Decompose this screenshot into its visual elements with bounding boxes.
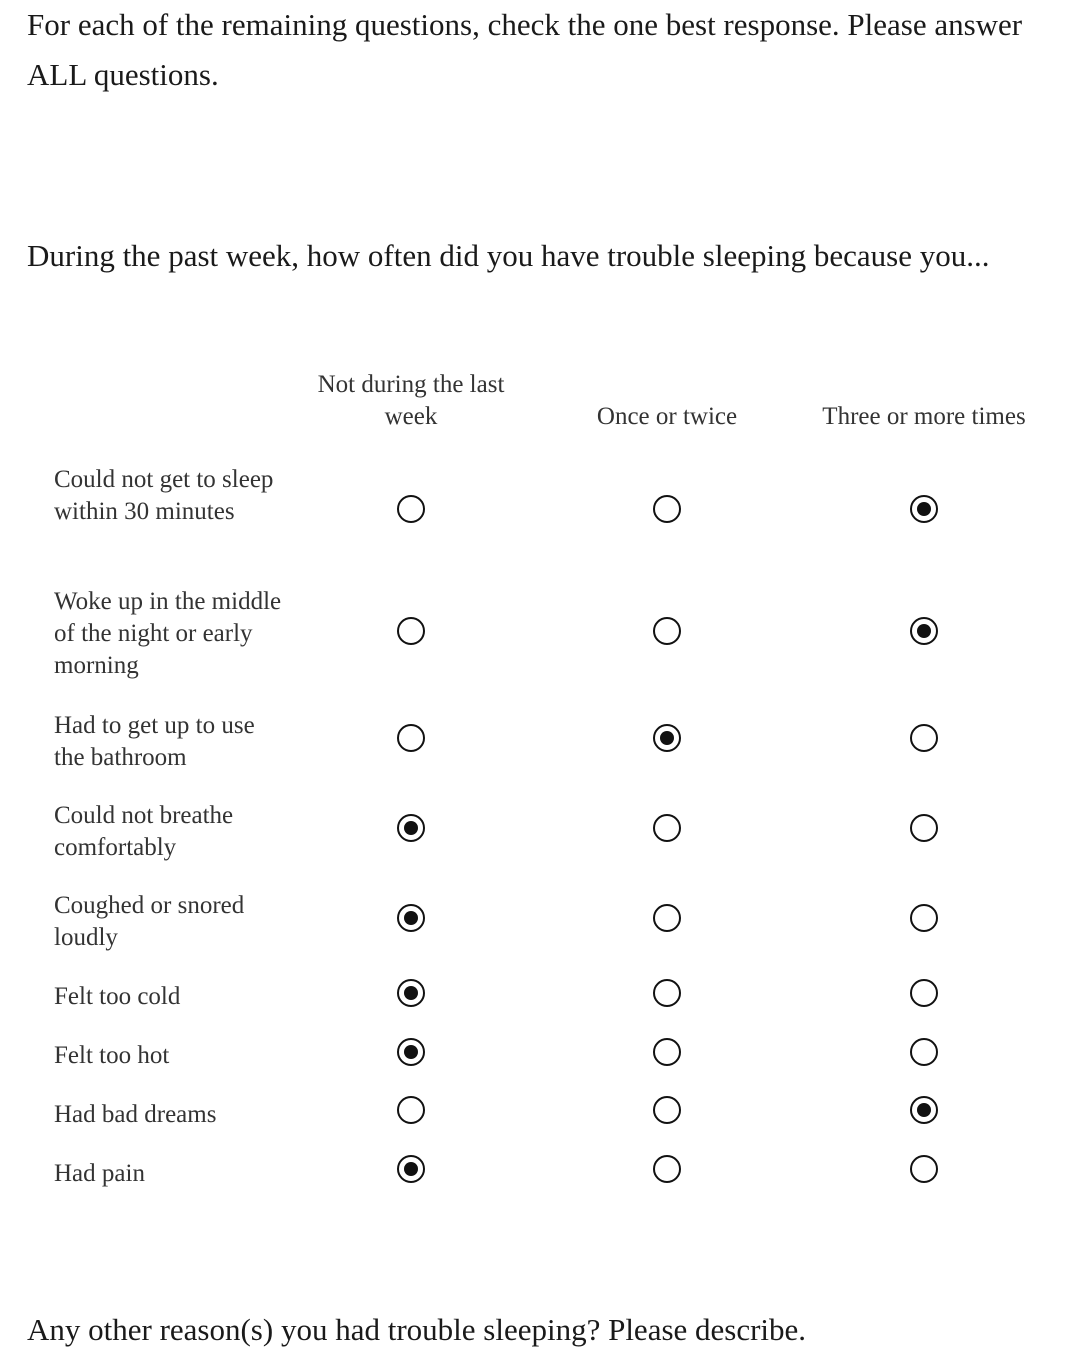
- radio-button[interactable]: [397, 1096, 425, 1124]
- question-row-label: Could not get to sleep within 30 minutes: [54, 466, 274, 525]
- radio-button[interactable]: [653, 1155, 681, 1183]
- question-row-label: Woke up in the middle of the night or early morning: [54, 588, 282, 679]
- radio-button[interactable]: [653, 904, 681, 932]
- radio-button[interactable]: [397, 617, 425, 645]
- question-row-label: Coughed or snored loudly: [54, 892, 245, 951]
- radio-button[interactable]: [653, 1096, 681, 1124]
- radio-button-selected[interactable]: [397, 979, 425, 1007]
- radio-button-selected[interactable]: [397, 1155, 425, 1183]
- radio-button[interactable]: [397, 724, 425, 752]
- question-text: During the past week, how often did you have trouble sleeping because you...: [27, 238, 990, 273]
- radio-button[interactable]: [910, 904, 938, 932]
- radio-button[interactable]: [653, 814, 681, 842]
- question-row-label: Felt too cold: [54, 983, 181, 1010]
- radio-button[interactable]: [910, 814, 938, 842]
- radio-button[interactable]: [653, 617, 681, 645]
- question-row-label: Felt too hot: [54, 1042, 170, 1069]
- radio-button[interactable]: [653, 495, 681, 523]
- radio-button-selected[interactable]: [910, 495, 938, 523]
- question-row-label: Could not breathe comfortably: [54, 802, 234, 861]
- radio-button[interactable]: [910, 1155, 938, 1183]
- question-row-label: Had to get up to use the bathroom: [54, 712, 255, 771]
- other-reasons-prompt: Any other reason(s) you had trouble sleeping? Please describe.: [27, 1312, 807, 1347]
- radio-button[interactable]: [910, 724, 938, 752]
- instructions-text: For each of the remaining questions, check the one best response. Please answer ALL questions.: [27, 7, 1023, 92]
- radio-button[interactable]: [653, 1038, 681, 1066]
- radio-button[interactable]: [910, 979, 938, 1007]
- question-row-label: Had bad dreams: [54, 1101, 217, 1128]
- column-header: Three or more times: [822, 403, 1026, 430]
- column-header: Not during the last week: [317, 371, 505, 430]
- question-row-label: Had pain: [54, 1160, 145, 1187]
- radio-button[interactable]: [653, 979, 681, 1007]
- radio-button[interactable]: [397, 495, 425, 523]
- radio-button-selected[interactable]: [397, 814, 425, 842]
- column-header: Once or twice: [596, 403, 738, 430]
- radio-button-selected[interactable]: [910, 1096, 938, 1124]
- radio-button-selected[interactable]: [653, 724, 681, 752]
- radio-button-selected[interactable]: [397, 904, 425, 932]
- radio-button-selected[interactable]: [910, 617, 938, 645]
- radio-button[interactable]: [910, 1038, 938, 1066]
- radio-button-selected[interactable]: [397, 1038, 425, 1066]
